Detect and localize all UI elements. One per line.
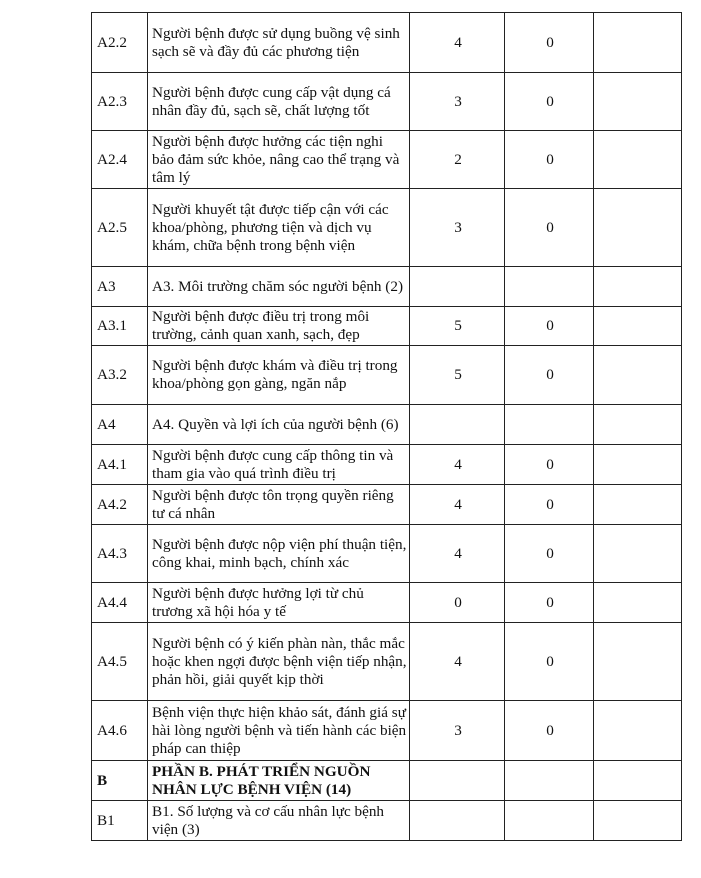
table-row [92,485,682,525]
table-row [92,189,682,267]
row-score-2: 0 [505,346,594,405]
row-note [594,131,682,189]
row-note [594,73,682,131]
row-description: Người bệnh có ý kiến phàn nàn, thắc mắc hoặc khen ngợi được bệnh viện tiếp nhận, phản hồi, giải quyết kịp thời [148,623,410,701]
row-note [594,761,682,801]
row-score-2: 0 [505,525,594,583]
criteria-table-body [92,13,682,841]
row-score-1 [410,801,505,841]
row-score-1: 3 [410,73,505,131]
row-score-1: 2 [410,131,505,189]
row-score-2 [505,405,594,445]
row-code: A3 [92,267,148,307]
row-note [594,445,682,485]
row-score-2 [505,267,594,307]
row-score-2: 0 [505,189,594,267]
row-score-1: 5 [410,346,505,405]
table-row [92,623,682,701]
row-score-1: 0 [410,583,505,623]
table-row [92,525,682,583]
table-row [92,131,682,189]
row-note [594,307,682,346]
row-score-1: 4 [410,13,505,73]
row-description: B1. Số lượng và cơ cấu nhân lực bệnh viện (3) [148,801,410,841]
row-note [594,267,682,307]
row-description: Người bệnh được điều trị trong môi trường, cảnh quan xanh, sạch, đẹp [148,307,410,346]
table-row [92,801,682,841]
row-score-2: 0 [505,131,594,189]
row-note [594,801,682,841]
row-description: A3. Môi trường chăm sóc người bệnh (2) [148,267,410,307]
table-row [92,405,682,445]
row-score-1 [410,761,505,801]
row-score-1: 5 [410,307,505,346]
table-row [92,583,682,623]
row-note [594,346,682,405]
row-note [594,623,682,701]
row-note [594,485,682,525]
row-score-2: 0 [505,623,594,701]
row-description: Người bệnh được nộp viện phí thuận tiện, công khai, minh bạch, chính xác [148,525,410,583]
row-code: A4 [92,405,148,445]
row-description: A4. Quyền và lợi ích của người bệnh (6) [148,405,410,445]
row-score-2: 0 [505,485,594,525]
row-score-1 [410,405,505,445]
row-score-1: 4 [410,485,505,525]
row-score-1 [410,267,505,307]
row-code: A4.2 [92,485,148,525]
row-code: A2.4 [92,131,148,189]
row-description: Người bệnh được hưởng lợi từ chủ trương xã hội hóa y tế [148,583,410,623]
row-score-1: 4 [410,525,505,583]
table-row [92,701,682,761]
row-score-2: 0 [505,307,594,346]
row-description: Người bệnh được sử dụng buồng vệ sinh sạch sẽ và đầy đủ các phương tiện [148,13,410,73]
row-score-2: 0 [505,13,594,73]
table-row [92,73,682,131]
row-code: A2.5 [92,189,148,267]
criteria-table [91,12,682,841]
row-note [594,189,682,267]
row-note [594,583,682,623]
row-score-2: 0 [505,583,594,623]
row-score-2 [505,801,594,841]
row-score-2: 0 [505,701,594,761]
row-code: A2.3 [92,73,148,131]
row-description: Người khuyết tật được tiếp cận với các khoa/phòng, phương tiện và dịch vụ khám, chữa bệnh trong bệnh viện [148,189,410,267]
row-description: PHẦN B. PHÁT TRIỂN NGUỒN NHÂN LỰC BỆNH VIỆN (14) [148,761,410,801]
row-code: A4.4 [92,583,148,623]
row-code: A4.5 [92,623,148,701]
row-score-1: 4 [410,445,505,485]
row-description: Người bệnh được hưởng các tiện nghi bảo đảm sức khỏe, nâng cao thể trạng và tâm lý [148,131,410,189]
row-code: A3.2 [92,346,148,405]
row-score-1: 3 [410,701,505,761]
row-code: B1 [92,801,148,841]
table-row [92,13,682,73]
row-note [594,701,682,761]
row-score-1: 3 [410,189,505,267]
row-note [594,405,682,445]
row-code: B [92,761,148,801]
row-code: A2.2 [92,13,148,73]
row-code: A4.1 [92,445,148,485]
table-row [92,346,682,405]
row-description: Người bệnh được cung cấp thông tin và tham gia vào quá trình điều trị [148,445,410,485]
table-row [92,307,682,346]
table-row [92,445,682,485]
row-description: Người bệnh được cung cấp vật dụng cá nhân đầy đủ, sạch sẽ, chất lượng tốt [148,73,410,131]
table-row [92,267,682,307]
row-note [594,13,682,73]
row-description: Người bệnh được khám và điều trị trong khoa/phòng gọn gàng, ngăn nắp [148,346,410,405]
row-description: Người bệnh được tôn trọng quyền riêng tư cá nhân [148,485,410,525]
row-score-2: 0 [505,73,594,131]
row-code: A4.6 [92,701,148,761]
row-code: A3.1 [92,307,148,346]
row-score-2 [505,761,594,801]
row-score-2: 0 [505,445,594,485]
row-code: A4.3 [92,525,148,583]
row-note [594,525,682,583]
row-description: Bệnh viện thực hiện khảo sát, đánh giá sự hài lòng người bệnh và tiến hành các biện pháp can thiệp [148,701,410,761]
row-score-1: 4 [410,623,505,701]
table-row [92,761,682,801]
